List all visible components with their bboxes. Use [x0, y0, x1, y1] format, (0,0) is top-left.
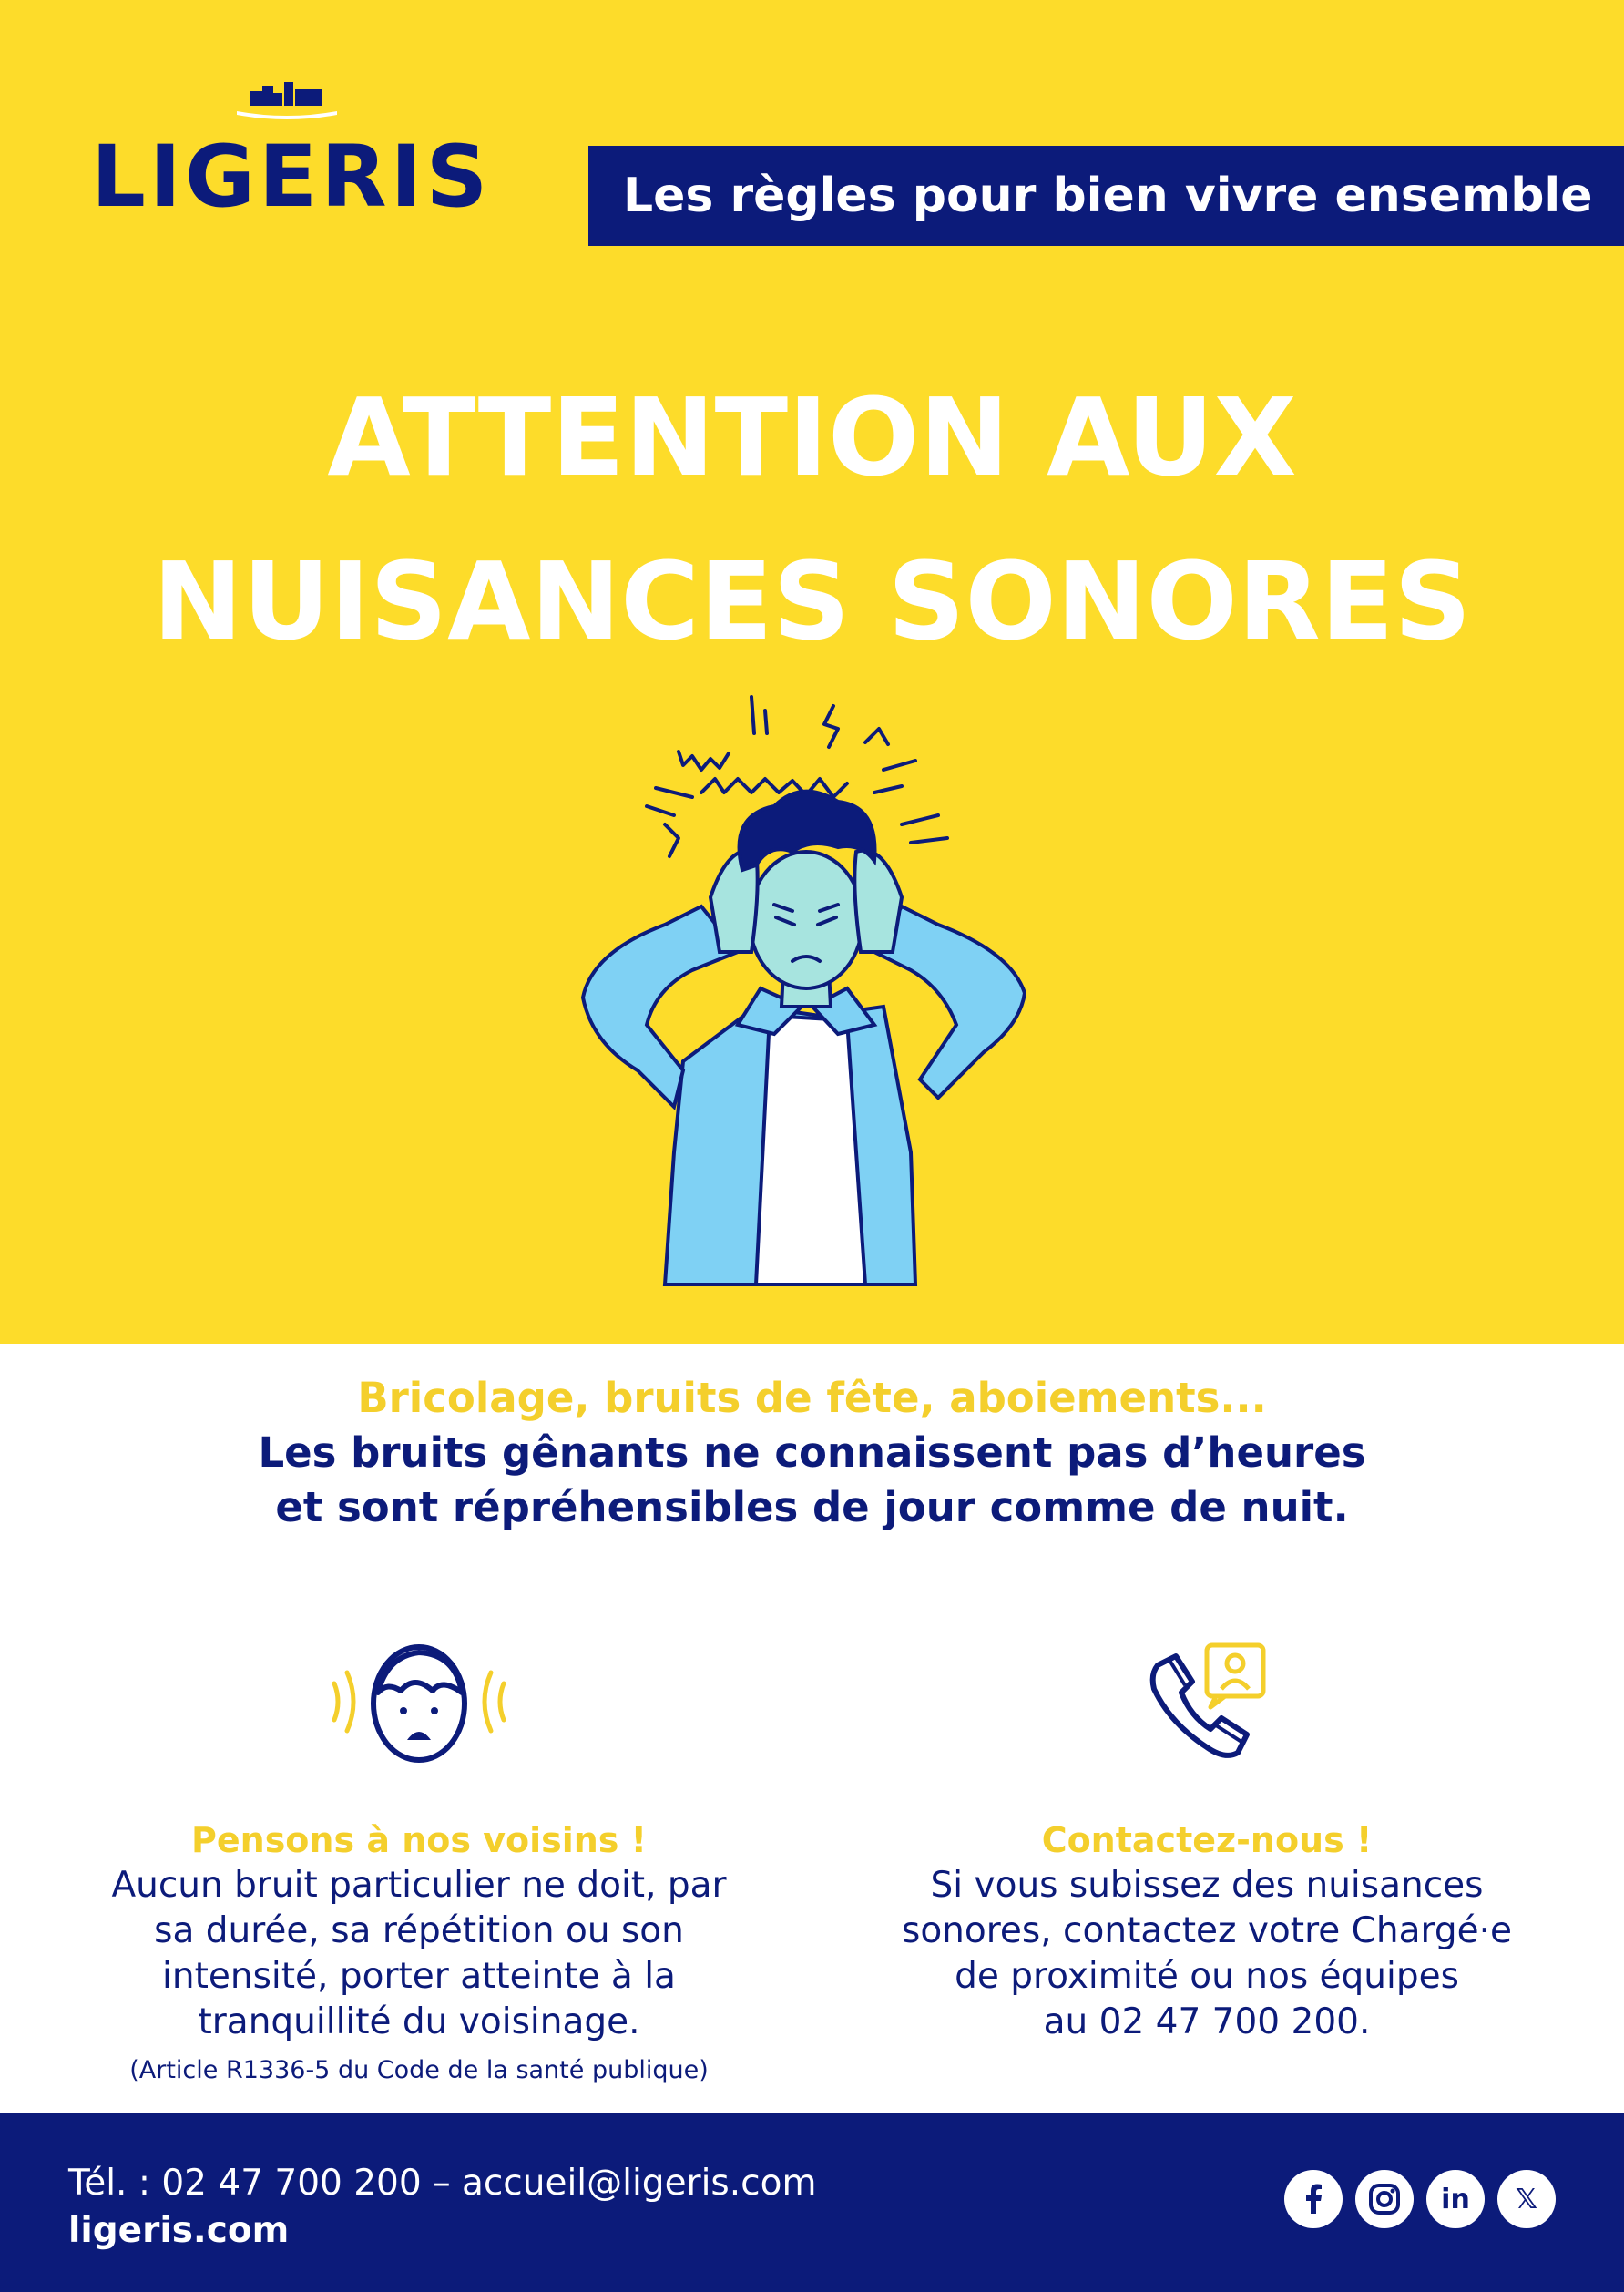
contact-section	[843, 1631, 1571, 2045]
tagline-text: Les règles pour bien vivre ensemble	[623, 169, 1593, 223]
ligeris-logo	[91, 75, 492, 227]
noise-face-icon	[323, 1638, 515, 1765]
contact-line-1: Si vous subissez des nuisances	[930, 1865, 1484, 1906]
title-line-2: NUISANCES SONORES	[152, 538, 1472, 664]
logo-wordmark: LIGERIS	[91, 128, 492, 227]
legal-reference: (Article R1336-5 du Code de la santé publique)	[129, 2056, 709, 2084]
tagline-banner	[588, 146, 1624, 246]
intro-accent: Bricolage, bruits de fête, aboiements...	[357, 1374, 1267, 1422]
linkedin-icon[interactable]: in	[1426, 2170, 1485, 2228]
neighbors-line-4: tranquillité du voisinage.	[198, 2001, 640, 2042]
contact-line-4: au 02 47 700 200.	[1043, 2001, 1371, 2042]
footer-website-link[interactable]: ligeris.com	[68, 2210, 290, 2251]
stressed-man-covering-ears-illustration	[574, 679, 1047, 1289]
intro-line-1: Les bruits gênants ne connaissent pas d’heures	[258, 1428, 1366, 1477]
social-links	[1284, 2170, 1556, 2228]
footer-contact[interactable]: Tél. : 02 47 700 200 – accueil@ligeris.com	[68, 2163, 817, 2204]
contact-line-3: de proximité ou nos équipes	[955, 1956, 1459, 1997]
neighbors-line-1: Aucun bruit particulier ne doit, par	[111, 1865, 727, 1906]
logo-buildings-icon	[237, 75, 337, 120]
facebook-icon[interactable]	[1284, 2170, 1343, 2228]
intro-line-2: et sont répréhensibles de jour comme de nuit.	[275, 1483, 1349, 1531]
phone-contact-icon	[1143, 1638, 1271, 1765]
neighbors-heading: Pensons à nos voisins !	[191, 1820, 647, 1860]
neighbors-section	[55, 1631, 783, 2091]
contact-heading: Contactez-nous !	[1041, 1820, 1373, 1860]
page-title	[0, 355, 1624, 683]
instagram-icon[interactable]	[1355, 2170, 1414, 2228]
neighbors-line-3: intensité, porter atteinte à la	[162, 1956, 676, 1997]
contact-line-2: sonores, contactez votre Chargé·e	[902, 1910, 1512, 1951]
title-line-1: ATTENTION AUX	[327, 374, 1297, 500]
neighbors-line-2: sa durée, sa répétition ou son	[154, 1910, 684, 1951]
x-icon[interactable]: 𝕏	[1497, 2170, 1556, 2228]
footer	[0, 2113, 1624, 2292]
intro-section	[0, 1371, 1624, 1535]
